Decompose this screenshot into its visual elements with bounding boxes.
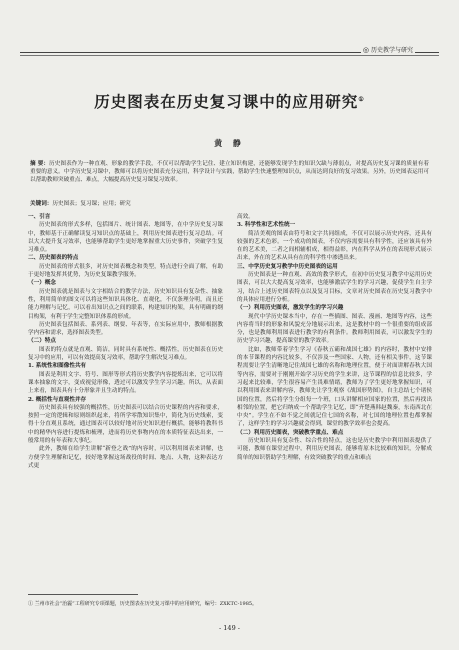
body-paragraph: 历史图表就是图表与文字相结合的教学方法，历史知识具有复杂性、抽象性，利用简单的图文可以将这些知识具体化、直观化，不仅条理分明，而且还能力理解与记忆，可以看出知识点之间的联系，构建知识构架，具有明确的纲目构架，有利于学生完整知识体系的形成。 — [28, 288, 223, 320]
body-paragraph: 此外，教师在给学生讲解“新登之战”的内容时，可以利用图表来讲解，也方便学生理解和记忆，较好地掌握这场战役的时间、地点、人物，这种表达方式更 — [28, 446, 223, 469]
section-tag-label: 历史教学与研究 — [370, 47, 413, 54]
body-paragraph: 图表是利用文字、符号、图形等形式将历史教学内容提炼出来，它可以将课本抽象的文字，变成视觉形像，透过可以激发学生学习兴趣。所以，从表面上来看，图表具有十分形象并且生动的特点。 — [28, 371, 223, 395]
section-tag — [361, 45, 415, 54]
section-heading: 三、中学历史复习教学中历史图表的运用 — [237, 263, 338, 270]
author: 黄 静 — [214, 138, 245, 148]
header-rule-thin — [20, 55, 439, 56]
page-title — [0, 90, 459, 112]
section-heading: 2. 概括性与直观性并存 — [28, 396, 87, 403]
body-paragraph: 历史图表的形式很多，对历史图表概念和类型，特点进行全面了解，有助于更好地发挥其优势，为历史复课教学服务。 — [28, 263, 223, 279]
left-column — [28, 213, 223, 470]
footnote: ① 兰州市社会“治霾”工程研究专项课题，历史图表在历史复习课中的应用研究，编号：ZXKTC-1985。 — [28, 601, 258, 607]
section-heading: 3. 科学性和艺术性统一 — [237, 222, 296, 229]
body-paragraph: 历史图表是一种直观、高效的教学形式，在初中历史复习教学中运用历史图表，可以大大提高复习效率，也能够激活学生的学习兴趣，促使学生自主学习，结合上述历史图表特点以及复习目标，文章对历史图表在历史复习教学中的具体应用进行分析。 — [237, 272, 432, 303]
section-heading: 二、历史图表的特点 — [28, 255, 79, 262]
section-heading: （一）利用历史图表，激发学生的学习兴趣 — [237, 305, 344, 312]
bullet-icon: ◎ — [362, 46, 369, 54]
keywords-text: 历史图表；复习课；应用；研究 — [52, 201, 131, 207]
abstract-label: 摘 要： — [30, 161, 50, 167]
title-note: ① — [358, 95, 365, 103]
keywords-label: 关键词： — [30, 201, 53, 207]
section-heading: 1. 系统性和图像性共有 — [28, 363, 87, 370]
keywords — [30, 199, 429, 207]
section-heading: （二）利用历史图表，突破教学重点、难点 — [237, 429, 344, 436]
page-number: - 149 - — [219, 624, 240, 632]
body-paragraph: 历史图表具有较强的概括性，历史图表可以结合历史课程的内容和要求，按照一定的逻辑和原则组织起来，将所学零散知识集中，简化为历史线索，变得十分直观且系统，通过图表可以较好地对历史知识进行概括，能够将教科书中的精华内容进行提炼和梳理，进而将历史事物内在的本质特征表达出来，一般常用的有年表和大事纪。 — [28, 404, 223, 445]
body-paragraph: 现代中学历史课本当中，存在一些插图、图表、漫画、地图等内容，这些内容将当时的形象和风貌充分地展示出来，这是教材中的一个很重要的组成部分，也是教师利用图表进行教学的有利条件。教师利用图表，可以激发学生的历史学习兴趣，提高课堂的教学效率。 — [237, 313, 432, 345]
section-heading: （二）特点 — [28, 338, 56, 345]
section-heading: （一）概念 — [28, 280, 56, 287]
body-paragraph: 历史知识具有复杂性、综合性的特点，这也是历史教学中利用图表提供了可能，教师在课堂过程中，利用历史图表，能够将原本比较难的知识，分解成简单的知识帮助学生理解，有效突破教学的重点和难点 — [237, 438, 432, 461]
body-paragraph: 历史图表的形式多样，包括图片、统计图表、地图等，在中学历史复习课中，教师基于正确解读复习知识点的基础上，利用历史图表进行复习总结。可以大大提升复习效率，也能够帮助学生更好地掌握重大历史事件，突破学生复习难点。 — [28, 222, 223, 254]
body-paragraph: 图表的特点就是直观、简洁，同时具有系统性、概括性，历史图表在历史复习中的应用，可以有效提高复习效率，帮助学生解决复习难点。 — [28, 346, 223, 362]
abstract-text: 历史图表作为一种直观、形象的教学手段，不仅可以帮助学生记住、建立知识构建，还能够发现学生的知识欠缺与薄弱点，对提高历史复习课的质量有着重要的意义。中学历史复习课中，教师可以将历史图表充分运用，科学设计与实践，帮助学生快速整理知识点，从而达到良好的复习效果。另外，历史图表运用可以帮助教师突破重点、难点，大幅提高历史复习课复习效率。 — [30, 161, 429, 184]
body-paragraph: 高效。 — [237, 214, 254, 220]
right-column — [237, 213, 432, 462]
title-text: 历史图表在历史复习课中的应用研究 — [94, 92, 359, 111]
body-paragraph: 简洁美观的图表由符号和文字共同组成，不仅可以展示历史内容，还具有较强的艺术色彩。一个成功的图表，不仅内容需要具有科学性，还应该具有外在的艺术美，二者之间相辅相成，相得益彰，内在科学从外在的表现形式展示出来，外在的艺术从具有在的科学性中渗透出来。 — [237, 230, 432, 262]
section-heading: 一、引言 — [28, 214, 51, 220]
body-paragraph: 比如，教师带着学生学习《春秋五霸和战国七雄》的内容时，教材中安排的本节课程的内容比较多，不仅涉及一些国家、人物，还有相关事件，这节课程需要让学生清晰地记住战国七雄的名称和地理位置，便于对面讲解春秋大国等内容，需要对于刚刚开始学习历史的学生来讲，这节课程的信息比较多，学习起来比较难，学生很容易产生畏难情绪，教师为了学生更好地掌握知识，可以利用图表来讲解内容，教师先让学生观察《战国形势图》，自主总结七个诸侯国的位置，然后将学生分组每一个班，口头讲解相应国家的位置，然后再找出相邻的位置，把它归纳成一个帮助学生记忆，即“齐楚燕韩赵魏秦，东南西北在中央”。学生在不如不觉之间就记住七国的名称，对七国的地理位置也都掌握了，这样学生的学习兴趣就会得到，课堂的教学效率也会提高。 — [237, 346, 432, 428]
body-paragraph: 历史图表包括图表、系列表、纲要、年表等，在实际应用中，教师根据教学内容和需求，选择图表类型。 — [28, 321, 223, 337]
footnote-rule — [28, 594, 138, 595]
abstract — [30, 160, 429, 185]
